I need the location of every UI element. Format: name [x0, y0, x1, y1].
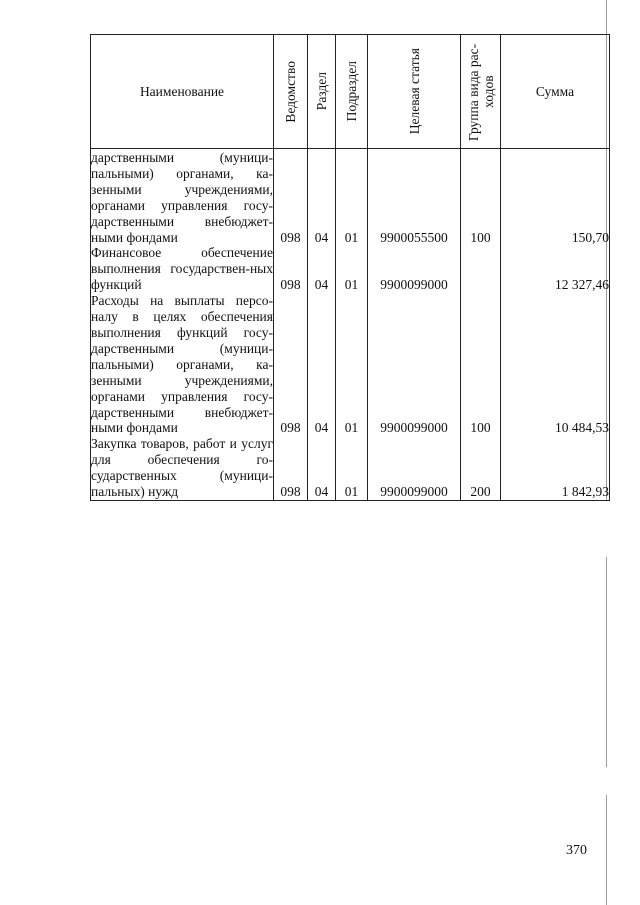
- row-section: 04: [308, 245, 336, 293]
- budget-table: [90, 34, 610, 501]
- row-section: 04: [308, 293, 336, 436]
- row-expense-group: [461, 245, 501, 293]
- header-section-label: Раздел: [314, 72, 329, 111]
- row-name-cell: [91, 245, 274, 293]
- row-sum: 150,70: [501, 149, 610, 246]
- row-section: 04: [308, 436, 336, 500]
- header-section: [308, 35, 336, 149]
- row-section: 04: [308, 149, 336, 246]
- header-name: Наименование: [91, 35, 274, 149]
- row-name-cell: [91, 436, 274, 500]
- row-sum: 10 484,53: [501, 293, 610, 436]
- header-department: [274, 35, 308, 149]
- page-edge-line-bottom: [606, 795, 607, 905]
- header-expense-group: [461, 35, 501, 149]
- table-row: [91, 245, 610, 293]
- row-department: 098: [274, 149, 308, 246]
- header-sum: Сумма: [501, 35, 610, 149]
- row-expense-group: 200: [461, 436, 501, 500]
- row-name: дарственными (муници-пальными) органами, ка-зенными учреждениями, органами управления госу-дарственными внебюджет-ными фондами: [91, 150, 273, 245]
- row-department: 098: [274, 436, 308, 500]
- row-department: 098: [274, 245, 308, 293]
- table-row: [91, 436, 610, 500]
- row-target-article: 9900099000: [368, 436, 461, 500]
- row-subsection: 01: [336, 293, 368, 436]
- row-expense-group: 100: [461, 149, 501, 246]
- table-row: [91, 149, 610, 246]
- row-target-article: 9900055500: [368, 149, 461, 246]
- header-expense-group-label: Группа вида рас-ходов: [465, 42, 496, 141]
- header-target-article-label: Целевая статья: [406, 48, 422, 135]
- row-subsection: 01: [336, 436, 368, 500]
- header-subsection: [336, 35, 368, 149]
- page-edge-line-middle: [606, 557, 607, 767]
- row-name-cell: [91, 293, 274, 436]
- table-row: [91, 293, 610, 436]
- row-name-cell: [91, 149, 274, 246]
- row-sum: 12 327,46: [501, 245, 610, 293]
- header-subsection-label: Подраздел: [344, 61, 359, 122]
- row-name: Закупка товаров, работ и услуг для обеспечения го-сударственных (муници-пальных) нужд: [91, 436, 273, 500]
- page-number: 370: [566, 843, 587, 858]
- row-expense-group: 100: [461, 293, 501, 436]
- row-sum: 1 842,93: [501, 436, 610, 500]
- row-department: 098: [274, 293, 308, 436]
- table-header-row: [91, 35, 610, 149]
- header-department-label: Ведомство: [283, 60, 298, 123]
- row-name: Финансовое обеспечение выполнения государствен-ных функций: [91, 245, 273, 293]
- header-target-article: [368, 35, 461, 149]
- row-target-article: 9900099000: [368, 293, 461, 436]
- row-subsection: 01: [336, 149, 368, 246]
- row-target-article: 9900099000: [368, 245, 461, 293]
- row-subsection: 01: [336, 245, 368, 293]
- row-name: Расходы на выплаты персо-налу в целях обеспечения выполнения функций госу-дарственными (муници-пальными) органами, ка-зенными учреждениями, органами управления госу-дарственными внебюджет-ными фондами: [91, 293, 273, 436]
